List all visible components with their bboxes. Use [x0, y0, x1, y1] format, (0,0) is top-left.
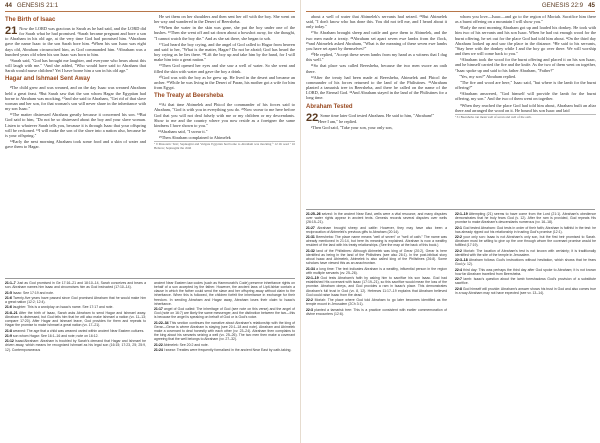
- chapter-opening-paragraph: [5, 26, 146, 57]
- study-note: [306, 249, 447, 266]
- study-note: [455, 287, 596, 295]
- bible-text-column: [5, 14, 146, 276]
- note-reference: 21:24: [154, 348, 163, 353]
- note-reference: 22:1–19: [306, 276, 319, 281]
- notes-divider: [306, 209, 595, 210]
- study-notes-column: [154, 281, 295, 441]
- verse-paragraph: ⁸The child grew and was weaned, and on the day Isaac was weaned Abraham held a great feast. ⁹But Sarah saw that the son whom Hagar the Egyptian had borne to Abraham was mocking, ¹⁰and she said to Abraham, "Get rid of that slave woman and her son, for that woman's son will never share in the inheritance with my son Isaac.": [5, 85, 146, 112]
- note-text: ancient Near Eastern law codes (such as Hammurabi's Code) preserve inheritance rights on behalf of a son accepted by the father. However, the ancient laws of Lipit-Ishtar contain a clause in which the father could send the slave and her offspring away without claim to the inheritance. When this is followed, the children forfeit the inheritance in exchange for their freedom. In sending Abraham and Hagar away, Abraham loses their claim to Isaac's inheritance.: [154, 281, 295, 306]
- study-note: [306, 267, 447, 275]
- study-note: [455, 277, 596, 285]
- study-note: [5, 281, 146, 289]
- note-text: Isaac: See 17:19 and note.: [12, 290, 54, 295]
- note-reference: 21:6: [5, 295, 12, 300]
- note-text: This section continues the narrative about Abraham's relationship with the king of Gerar—Gerar is where Abraham is staying (see 20:1–18 and note). Abraham and Abimelek make a covenant to deal honestly with each other (vv. 23–24). Abraham then complains to the king about his servants seizing a well (vv. 25–26). The two men then make a covenant agreeing that the well belongs to Abraham (vv. 27–32).: [154, 320, 295, 342]
- verse-paragraph: ⁶Sarah said, "God has brought me laughter, and everyone who hears about this will laugh with me." ⁷And she added, "Who would have said to Abraham that Sarah would nurse children? Yet I have borne him a son in his old age.": [5, 57, 146, 74]
- dialogue-line: "Here I am," he replied.: [316, 118, 358, 124]
- note-reference: 21:32: [306, 248, 315, 253]
- study-note: [306, 226, 447, 234]
- verse-paragraph: ¹¹The matter distressed Abraham greatly because it concerned his son. ¹²But God said to him, "Do not be so distressed about the boy and your slave woman. Listen to whatever Sarah tells you, because it is through Isaac that your offspring will be reckoned. ¹³I will make the son of the slave into a nation also, because he is your offspring.": [5, 112, 146, 138]
- verse-paragraph: ³¹So that place was called Beersheba, because the two men swore an oath there.: [306, 63, 447, 74]
- study-note: [154, 281, 295, 306]
- chapter-number: 21: [5, 25, 18, 37]
- note-text: laughter: This is a wordplay on Isaac's name. See 17:17 and note.: [12, 305, 114, 310]
- right-page-number: 45: [588, 2, 595, 9]
- verse-text: Now the LORD was gracious to Sarah as he had said, and the LORD did for Sarah what he had promised. ²Sarah became pregnant and bore a son to Abraham in his old age, at the very time God had promised him. ³Abraham gave the name Isaac to the son Sarah bore him. ⁴When his son Isaac was eight days old, Abraham circumcised him, as God commanded him. ⁵Abraham was a hundred years old when his son Isaac was born to him.: [5, 26, 146, 57]
- note-text: weaned: The age that a child was weaned varied within ancient Near Eastern cultures.: [12, 328, 145, 333]
- note-text: lamb: Isaac's question about the lamb foreshadows God's provision of a substitute sacrifice.: [455, 277, 596, 286]
- note-reference: 21:12: [5, 339, 14, 344]
- verse-paragraph: ⁹When they reached the place God had told him about, Abraham built an altar there and arranged the wood on it. He bound his son Isaac and laid: [455, 102, 596, 113]
- study-note: [5, 305, 146, 309]
- note-text: Moriah: The place where God told Abraham to go later becomes identified as the temple mount in Jerusalem (2Ch 3:1).: [306, 298, 447, 307]
- study-note: [455, 258, 596, 266]
- study-note: [5, 291, 146, 295]
- verse-paragraph: He set them on her shoulders and then sent her off with the boy. She went on her way and wandered in the Desert of Beersheba.: [154, 14, 295, 25]
- note-text: land of the Philistines: Although Abimelek was king of Gerar (20:2), Gerar is here identified as being in the land of the Philistines (see also 26:1). In the post-biblical story about Isaac and Abimelek, Abimelek is also called king of the Philistines (26:8). Some scholars have viewed this as an anachronism.: [306, 248, 447, 266]
- note-reference: 21:5: [5, 290, 12, 295]
- note-text: Just as God promised in Ge 17:16–21 and 18:10–14, Sarah conceives and bears a son. Abraham names him Isaac and circumcises him as God instructed (17:10–14).: [5, 281, 146, 290]
- note-reference: 21:31: [306, 235, 315, 240]
- note-reference: 21:22: [154, 342, 163, 347]
- header-rule: [5, 11, 295, 12]
- left-page-number: 44: [5, 2, 12, 9]
- verse-paragraph: ⁸Abraham answered, "God himself will provide the lamb for the burnt offering, my son." And the two of them went on together.: [455, 91, 596, 102]
- note-text: Isaac/Abraham: Abraham is troubled by Sarah's demand that Hagar and Ishmael be driven away, which means he recognized Ishmael as his legal son (16:15; 17:23, 25; 25:9, 12). Contemporaneous: [5, 339, 146, 352]
- note-reference: 21:27: [306, 225, 315, 230]
- verse-paragraph: about a well of water that Abimelek's servants had seized. ²⁶But Abimelek said, "I don't know who has done this. You did not tell me, and I heard about it only today.": [306, 14, 447, 30]
- note-text: Abraham follows God's instructions without hesitation, which shows that he fears God (v. 12).: [455, 258, 596, 267]
- verse-paragraph: whom you love—Isaac—and go to the region of Moriah. Sacrifice him there as a burnt offering on a mountain I will show you.": [455, 14, 596, 25]
- bible-text-column: [154, 14, 295, 276]
- verse-paragraph: ³Early the next morning Abraham got up and loaded his donkey. He took with him two of his servants and his son Isaac. When he had cut enough wood for the burnt offering, he set out for the place God had told him about. ⁴On the third day Abraham looked up and saw the place in the distance. ⁵He said to his servants, "Stay here with the donkey while I and the boy go over there. We will worship and then we will come back to you.": [455, 25, 596, 57]
- chapter-number: 22: [306, 111, 319, 124]
- dialogue-line: ²⁴Abraham said, "I swear it.": [158, 128, 208, 134]
- verse-paragraph: ⁶Abraham took the wood for the burnt offering and placed it on his son Isaac, and he himself carried the fire and the knife. As the two of them went on together, ⁷Isaac spoke up and said to his father Abraham, "Father?": [455, 57, 596, 73]
- note-text: Twenty-five years have passed since God promised Abraham that he would make him a great nation (12:2; 12:4).: [5, 295, 146, 304]
- verse-paragraph: ²⁷So Abraham brought sheep and cattle and gave them to Abimelek, and the two men made a treaty. ²⁸Abraham set apart seven ewe lambs from the flock, ²⁹and Abimelek asked Abraham, "What is the meaning of these seven ewe lambs you have set apart by themselves?": [306, 30, 447, 51]
- verse-paragraph: ¹⁴Early the next morning Abraham took some food and a skin of water and gave them to Hagar.: [5, 138, 146, 150]
- note-reference: 22:2: [306, 298, 313, 303]
- study-note: [455, 235, 596, 247]
- note-reference: 21:17: [154, 307, 163, 312]
- study-note: [5, 334, 146, 338]
- note-text: Moriah: The location of Abraham's test is not known with certainty; it is traditionally identified with the site of the temple in Jerusalem.: [455, 248, 596, 257]
- study-notes-column: [5, 281, 146, 441]
- study-note: [5, 311, 146, 328]
- note-text: Abimelek: See 20:2 and note.: [163, 342, 209, 347]
- note-text: Beersheba: The place name means "well of seven" or "well of oath." The name was already mentioned in 21:14, but here its meaning is explained. Abraham is now a wealthy resident of the land with his treaty relationships. (See the map at the back of this book.): [306, 235, 447, 248]
- note-text: Attempting (21) seems to have come from the Lord (21:1). Abraham's obedience demonstrates that he truly fears God (v. 12). After the ram is provided, God repeats His promise to make Abraham's descendants numerous (vv. 16–18).: [455, 212, 596, 225]
- note-reference: 22:1–19: [455, 212, 468, 216]
- study-note: [5, 339, 146, 351]
- note-reference: 22:1: [455, 225, 462, 230]
- study-note: [154, 348, 295, 352]
- left-running-header: [5, 2, 295, 11]
- study-note: [455, 268, 596, 276]
- translation-footnote: ᵃ 31 Beersheba can mean well of seven and well of the oath.: [455, 114, 596, 120]
- note-reference: 22:2: [455, 248, 462, 253]
- note-reference: 22:2: [455, 235, 462, 240]
- note-text: third day: This was perhaps the third day after God spoke to Abraham; it is not known how far Abraham travelled from Beersheba.: [455, 267, 596, 276]
- verse-paragraph: ²Then God said, "Take your son, your only son,: [311, 124, 393, 130]
- section-heading: The Treaty at Beersheba: [154, 93, 224, 100]
- right-page: [300, 0, 600, 443]
- left-running-head: GENESIS 21:1: [16, 2, 59, 9]
- study-note: [306, 308, 447, 316]
- study-note: [306, 212, 447, 224]
- note-reference: 22:4: [455, 267, 462, 272]
- note-reference: 21:6: [5, 305, 12, 310]
- study-note: [455, 226, 596, 234]
- bible-text-column: [306, 14, 447, 204]
- note-reference: 22:3: [306, 307, 313, 312]
- note-reference: 21:9: [5, 333, 12, 338]
- verse-paragraph: ¹⁷God heard the boy crying, and the angel of God called to Hagar from heaven and said to her, "What is the matter, Hagar? Do not be afraid; God has heard the boy crying as he lies there. ¹⁸Lift the boy up and take him by the hand, for I will make him into a great nation.": [154, 41, 295, 63]
- study-note: [455, 212, 596, 224]
- note-text: a long time: The text indicates Abraham is a wealthy, influential person in the region with multiple servants (vv. 25–26).: [306, 266, 447, 275]
- note-text: seized: In the ancient Near East, wells were a vital resource, and many disputes over water rights appear in ancient texts. Genesis records several disputes over wells (26:15–21).: [306, 212, 447, 225]
- verse-paragraph: ¹⁵When the water in the skin was gone, she put the boy under one of the bushes. ¹⁶Then she went off and sat down about a bowshot away, for she thought, "I cannot watch the boy die." And as she sat there, she began to sob.: [154, 25, 295, 41]
- verse-paragraph: ²⁰God was with the boy as he grew up. He lived in the desert and became an archer. ²¹While he was living in the Desert of Paran, his mother got a wife for him from Egypt.: [154, 74, 295, 91]
- note-text: angel of God called: The inheritage of God (see note on this verse) and the angel of God (note on 16:7) are likely the same messenger, and the distinction between the two—this is because the angel is speaking on behalf of God or is God's voice.: [154, 307, 295, 320]
- note-text: God himself will provide: Abraham's answer shows his trust in God and also comes true in a way Abraham may not have expected (see vv. 13–14).: [455, 286, 596, 295]
- study-note: [306, 235, 447, 247]
- note-text: I swear: Treaties were frequently formalized in the ancient Near East by oath-taking.: [163, 348, 292, 353]
- note-reference: 22:7: [455, 277, 462, 282]
- study-notes-column: [306, 212, 447, 441]
- bible-text-column: [455, 14, 596, 204]
- note-text: God tests Abraham's faith by asking him to sacrifice his son Isaac. God had established His covenant with Isaac (17:19–21), so this sacrifice would mean the loss of the promise. Abraham obeys, and God provides a ram in Isaac's place. This demonstrates Abraham's full trust in God (vv. 8, 12). Hebrews 11:17–19 explains that Abraham believed God could raise Isaac from the dead.: [306, 276, 447, 297]
- note-reference: 21:8: [5, 328, 12, 333]
- note-text: God tested Abraham: God tests in order of their faith; Abraham is faithful in the test: he has already ripped out his relationship in trusting God's promise (12:1).: [455, 225, 596, 234]
- study-note: [154, 343, 295, 347]
- study-notes-column: [455, 212, 596, 441]
- notes-divider: [5, 278, 295, 279]
- note-reference: 22:8: [455, 286, 462, 291]
- dialogue-line: "Yes, my son?" Abraham replied.: [459, 73, 517, 79]
- section-heading: The Birth of Isaac: [5, 17, 56, 23]
- right-running-head: GENESIS 22:9: [541, 2, 584, 9]
- note-reference: 21:25–26: [306, 212, 321, 216]
- note-text: your only son: Isaac is not Abraham's only son, but the first heir promised to Sarah. Abraham must be willing to give up the one through whom the covenant promise would be fulfilled (17:19).: [455, 235, 596, 248]
- verse-paragraph: ²⁵Then Abraham complained to Abimelek: [159, 135, 231, 141]
- right-running-header: [306, 2, 595, 11]
- note-reference: 21:8–21: [5, 310, 18, 315]
- note-reference: 21:34: [306, 266, 315, 271]
- section-heading: Hagar and Ishmael Sent Away: [5, 76, 91, 83]
- study-note: [455, 249, 596, 257]
- note-text: Abraham brought sheep and cattle: However, they may have also been a reciprocation of Abimelek's previous gifts to Abraham (20:14).: [306, 225, 447, 234]
- verse-paragraph: ²²At that time Abimelek and Phicol the commander of his forces said to Abraham, "God is with you in everything you do. ²³Now swear to me here before God that you will not deal falsely with me or my children or my descendants. Show to me and the country where you now reside as a foreigner the same kindness I have shown to you.": [154, 102, 295, 128]
- study-note: [5, 296, 146, 304]
- study-note: [154, 321, 295, 342]
- section-heading: Abraham Tested: [306, 103, 353, 110]
- note-text: son whom Hagar: See 16:1–16 and note; note on 16:12.: [12, 333, 99, 338]
- note-text: planted a tamarisk tree: This is a practice consistent with earlier commemoration of divine encounters (12:6).: [306, 307, 447, 316]
- verse-paragraph: ³⁰He replied, "Accept these seven lambs from my hand as a witness that I dug this well.": [306, 52, 447, 63]
- study-note: [306, 276, 447, 297]
- verse-text: Some time later God tested Abraham. He said to him, "Abraham!": [320, 112, 435, 118]
- note-reference: 22:3–18: [455, 258, 468, 263]
- study-note: [5, 329, 146, 333]
- translation-footnote: ᵃ 9 Masoretic Text; Septuagint and Vulgate Egyptian had borne to Abraham was mocking ᵇ 12 Or seed ᶜ 16 Hebrew; Septuagint the child: [154, 142, 295, 151]
- verse-paragraph: ¹⁹Then God opened her eyes and she saw a well of water. So she went and filled the skin with water and gave the boy a drink.: [154, 63, 295, 74]
- note-reference: 21:1–7: [5, 281, 16, 285]
- verse-paragraph: "The fire and wood are here," Isaac said, "but where is the lamb for the burnt offering?": [455, 79, 596, 91]
- note-text: After the birth of Isaac, Sarah asks Abraham to send Hagar and Ishmael away. Abraham is distressed, but God tells him that he will also make Ishmael a nation (vv. 11–13; compare 17:20). After Hagar and Ishmael leave, God provides for them and repeats to Hagar the promise to make Ishmael a great nation (vv. 17–21).: [5, 310, 146, 328]
- header-rule: [306, 11, 595, 12]
- verse-paragraph: ³²After the treaty had been made at Beersheba, Abimelek and Phicol the commander of his forces returned to the land of the Philistines. ³³Abraham planted a tamarisk tree in Beersheba, and there he called on the name of the LORD, the Eternal God. ³⁴And Abraham stayed in the land of the Philistines for a long time.: [306, 74, 447, 101]
- study-note: [306, 298, 447, 306]
- note-reference: 21:22–34: [154, 320, 169, 325]
- study-note: [154, 307, 295, 319]
